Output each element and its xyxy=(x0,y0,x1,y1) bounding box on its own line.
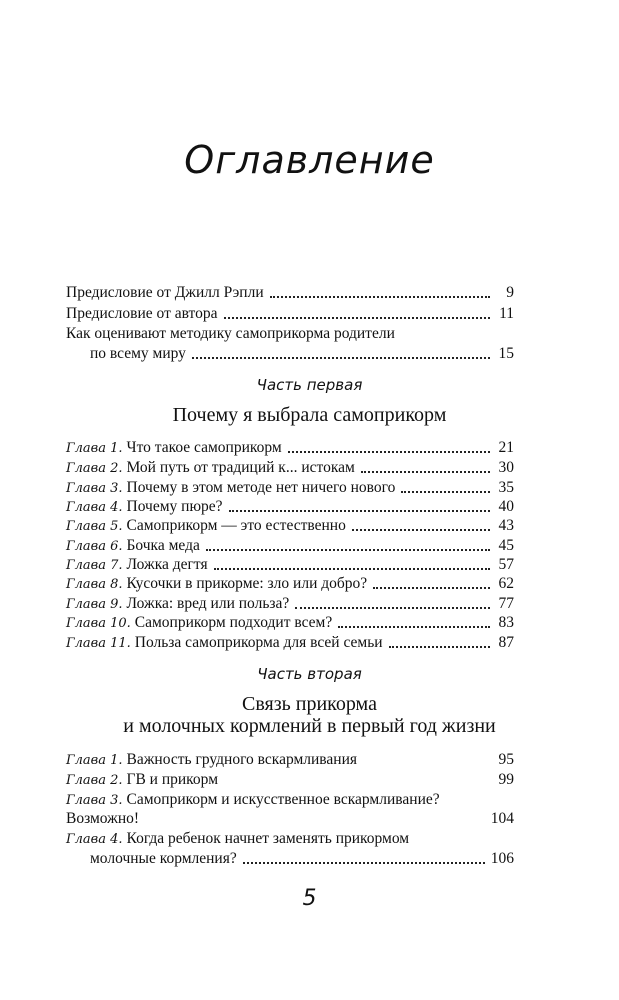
toc-entry-chapter[interactable] xyxy=(66,790,514,810)
toc-entry-chapter[interactable] xyxy=(66,555,514,575)
leader-dots xyxy=(373,587,490,589)
chapter-number: Глава 10. xyxy=(66,616,131,631)
leader-dots xyxy=(338,626,490,628)
part-title: и молочных кормлений в первый год жизни xyxy=(123,715,496,737)
leader-dots xyxy=(401,491,490,493)
chapter-number: Глава 2. xyxy=(66,773,123,788)
toc-entry-label: Польза самоприкорма для всей семьи xyxy=(134,634,383,651)
toc-entry-label: Кусочки в прикорме: зло или добро? xyxy=(126,575,368,592)
toc-entry-label: Самоприкорм подходит всем? xyxy=(134,614,333,631)
leader-dots xyxy=(214,568,490,570)
toc-entry-page: 11 xyxy=(499,305,514,322)
toc-entry-page: 87 xyxy=(498,634,514,651)
leader-dots xyxy=(295,607,490,609)
toc-entry-chapter[interactable] xyxy=(66,750,514,770)
toc-entry-page: 21 xyxy=(498,439,514,456)
chapter-number: Глава 3. xyxy=(66,793,123,808)
toc-entry-label: Важность грудного вскармливания xyxy=(126,751,358,768)
toc-entry-label: Что такое самоприкорм xyxy=(126,439,282,456)
leader-dots xyxy=(206,549,490,551)
toc-entry-label: Ложка дегтя xyxy=(126,556,208,573)
toc-entry-label: Возможно! xyxy=(66,810,140,827)
toc-entry-page: 95 xyxy=(498,751,514,768)
chapter-number: Глава 1. xyxy=(66,441,123,456)
toc-entry-chapter[interactable] xyxy=(66,516,514,536)
toc-entry-page: 40 xyxy=(498,498,514,515)
toc-entry-label: ГВ и прикорм xyxy=(126,771,219,788)
chapter-number: Глава 8. xyxy=(66,577,123,592)
toc-entry-label: Мой путь от традиций к... истокам xyxy=(126,459,355,476)
chapter-number: Глава 4. xyxy=(66,500,123,515)
toc-entry-label: Предисловие от автора xyxy=(66,305,218,322)
toc-entry-foreword-author[interactable] xyxy=(66,304,514,324)
toc-entry-page: 45 xyxy=(498,537,514,554)
leader-dots xyxy=(389,646,490,648)
toc-entry-chapter[interactable] xyxy=(66,613,514,633)
part-title: Почему я выбрала самоприкорм xyxy=(172,404,447,426)
toc-entry-label: по всему миру xyxy=(90,345,186,362)
leader-dots xyxy=(361,471,490,473)
leader-dots xyxy=(270,296,490,298)
toc-entry-label: Ложка: вред или польза? xyxy=(126,595,290,612)
toc-entry-label: Предисловие от Джилл Рэпли xyxy=(66,284,264,301)
leader-dots xyxy=(352,529,490,531)
leader-dots xyxy=(224,317,491,319)
toc-entry-parents-reviews[interactable] xyxy=(90,344,514,364)
toc-entry-page: 106 xyxy=(490,850,514,867)
toc-entry-page: 57 xyxy=(498,556,514,573)
toc-entry-label: Самоприкорм — это естественно xyxy=(126,517,346,534)
toc-entry-page: 30 xyxy=(498,459,514,476)
toc-entry-chapter-continued[interactable] xyxy=(66,809,514,829)
toc-entry-page: 83 xyxy=(498,614,514,631)
chapter-number: Глава 6. xyxy=(66,539,123,554)
toc-entry-chapter[interactable] xyxy=(66,829,514,849)
page-number: 5 xyxy=(302,886,317,911)
toc-entry-chapter[interactable] xyxy=(66,497,514,517)
toc-entry-page: 35 xyxy=(498,479,514,496)
toc-entry-chapter[interactable] xyxy=(66,574,514,594)
toc-entry-page: 62 xyxy=(498,575,514,592)
toc-entry-page: 77 xyxy=(498,595,514,612)
toc-entry-chapter[interactable] xyxy=(66,438,514,458)
part-label: Часть первая xyxy=(256,376,363,394)
toc-entry-page: 15 xyxy=(498,345,514,362)
toc-entry-chapter[interactable] xyxy=(66,770,514,790)
toc-entry-label[interactable]: Как оценивают методику самоприкорма родители xyxy=(66,325,395,342)
toc-entry-chapter[interactable] xyxy=(66,633,514,653)
leader-dots xyxy=(229,510,490,512)
toc-entry-chapter[interactable] xyxy=(66,536,514,556)
toc-entry-chapter[interactable] xyxy=(66,478,514,498)
chapter-number: Глава 3. xyxy=(66,481,123,496)
part-title: Связь прикорма xyxy=(242,693,377,715)
page-title: Оглавление xyxy=(184,138,435,182)
leader-dots xyxy=(288,451,490,453)
part-label: Часть вторая xyxy=(257,665,362,683)
toc-entry-label: молочные кормления? xyxy=(90,850,237,867)
toc-entry-page: 43 xyxy=(498,517,514,534)
toc-entry-chapter[interactable] xyxy=(66,594,514,614)
toc-entry-page: 9 xyxy=(506,284,514,301)
toc-entry-foreword-rapley[interactable] xyxy=(66,283,514,303)
toc-entry-chapter-continued[interactable] xyxy=(90,849,514,869)
chapter-number: Глава 11. xyxy=(66,636,131,651)
chapter-number: Глава 9. xyxy=(66,597,123,612)
leader-dots xyxy=(192,357,490,359)
chapter-number: Глава 1. xyxy=(66,753,123,768)
leader-dots xyxy=(243,862,485,864)
toc-entry-page: 104 xyxy=(490,810,514,827)
toc-entry-label: Когда ребенок начнет заменять прикормом xyxy=(126,830,410,847)
toc-entry-label: Почему в этом методе нет ничего нового xyxy=(126,479,396,496)
chapter-number: Глава 7. xyxy=(66,558,123,573)
chapter-number: Глава 2. xyxy=(66,461,123,476)
toc-entry-chapter[interactable] xyxy=(66,458,514,478)
chapter-number: Глава 5. xyxy=(66,519,123,534)
toc-entry-page: 99 xyxy=(498,771,514,788)
chapter-number: Глава 4. xyxy=(66,832,123,847)
toc-entry-label: Бочка меда xyxy=(126,537,200,554)
toc-entry-label: Самоприкорм и искусственное вскармливание? xyxy=(126,791,440,808)
toc-entry-label: Почему пюре? xyxy=(126,498,223,515)
